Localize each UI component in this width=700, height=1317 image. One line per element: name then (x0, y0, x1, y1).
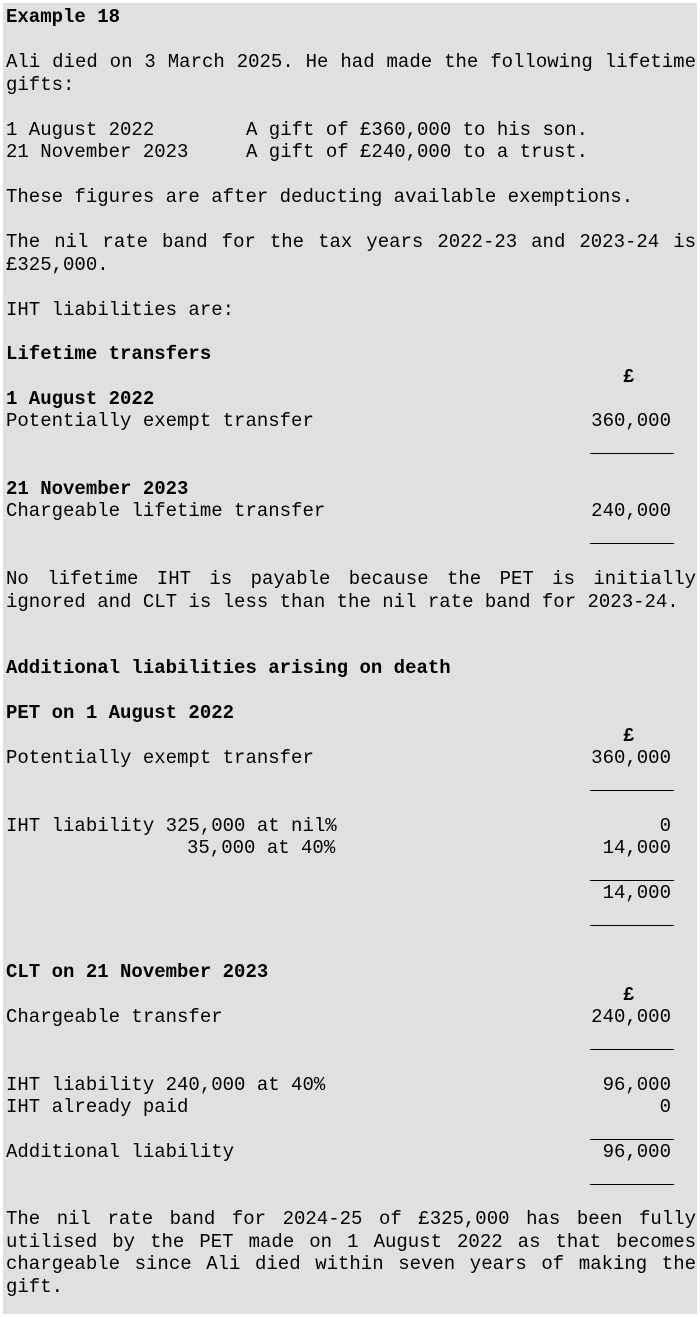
nil-rate-band-note: The nil rate band for the tax years 2022-23 and 2023-24 is £325,000. (6, 231, 696, 276)
clt-date-heading: 21 November 2023 (6, 478, 189, 500)
gift-date-1: 1 August 2022 (6, 119, 155, 141)
death-clt-additional-amount: 96,000 (602, 1141, 671, 1163)
document-page (3, 3, 697, 1314)
gift-date-2: 21 November 2023 (6, 141, 189, 163)
death-clt-liability-label: IHT liability 240,000 at 40% (6, 1074, 326, 1096)
total-rule (590, 1049, 674, 1050)
death-clt-heading: CLT on 21 November 2023 (6, 961, 269, 983)
gift-desc-2: A gift of £240,000 to a trust. (246, 141, 589, 163)
example-title: Example 18 (6, 6, 121, 28)
total-rule (590, 1184, 674, 1185)
total-rule (590, 453, 674, 454)
death-pet-liability-amount-2: 14,000 (602, 837, 671, 859)
death-heading: Additional liabilities arising on death (6, 657, 451, 679)
currency-header: £ (623, 725, 635, 747)
subtotal-rule (590, 880, 674, 881)
iht-intro: IHT liabilities are: (6, 299, 235, 321)
clt-label: Chargeable lifetime transfer (6, 500, 326, 522)
subtotal-rule (590, 1139, 674, 1140)
death-clt-liability-amount: 96,000 (602, 1074, 671, 1096)
death-pet-liability-label-1: IHT liability 325,000 at nil% (6, 815, 337, 837)
currency-header: £ (623, 984, 635, 1006)
pet-date-heading: 1 August 2022 (6, 388, 155, 410)
death-pet-total: 14,000 (602, 882, 671, 904)
death-clt-paid-amount: 0 (659, 1096, 671, 1118)
total-rule (590, 925, 674, 926)
lifetime-explanation: No lifetime IHT is payable because the PET is initially ignored and CLT is less than the nil rate band for 2023-24. (6, 568, 696, 613)
death-pet-transfer-amount: 360,000 (591, 747, 671, 769)
lifetime-heading: Lifetime transfers (6, 343, 212, 365)
death-clt-additional-label: Additional liability (6, 1141, 235, 1163)
death-clt-transfer-amount: 240,000 (591, 1006, 671, 1028)
gift-desc-1: A gift of £360,000 to his son. (246, 119, 589, 141)
pet-label: Potentially exempt transfer (6, 410, 314, 432)
death-pet-transfer-label: Potentially exempt transfer (6, 747, 314, 769)
clt-amount: 240,000 (591, 500, 671, 522)
conclusion-paragraph: The nil rate band for 2024-25 of £325,000 has been fully utilised by the PET made on 1 August 2022 as that becomes chargeable since Ali died within seven years of making the gift. (6, 1208, 696, 1298)
exemptions-note: These figures are after deducting available exemptions. (6, 186, 634, 208)
death-clt-transfer-label: Chargeable transfer (6, 1006, 223, 1028)
death-pet-liability-label-2: 35,000 at 40% (187, 837, 336, 859)
total-rule (590, 543, 674, 544)
death-pet-liability-amount-1: 0 (659, 815, 671, 837)
intro-paragraph: Ali died on 3 March 2025. He had made the following lifetime gifts: (6, 51, 696, 96)
pet-amount: 360,000 (591, 410, 671, 432)
death-pet-heading: PET on 1 August 2022 (6, 702, 235, 724)
currency-header: £ (623, 366, 635, 388)
death-clt-paid-label: IHT already paid (6, 1096, 189, 1118)
total-rule (590, 790, 674, 791)
